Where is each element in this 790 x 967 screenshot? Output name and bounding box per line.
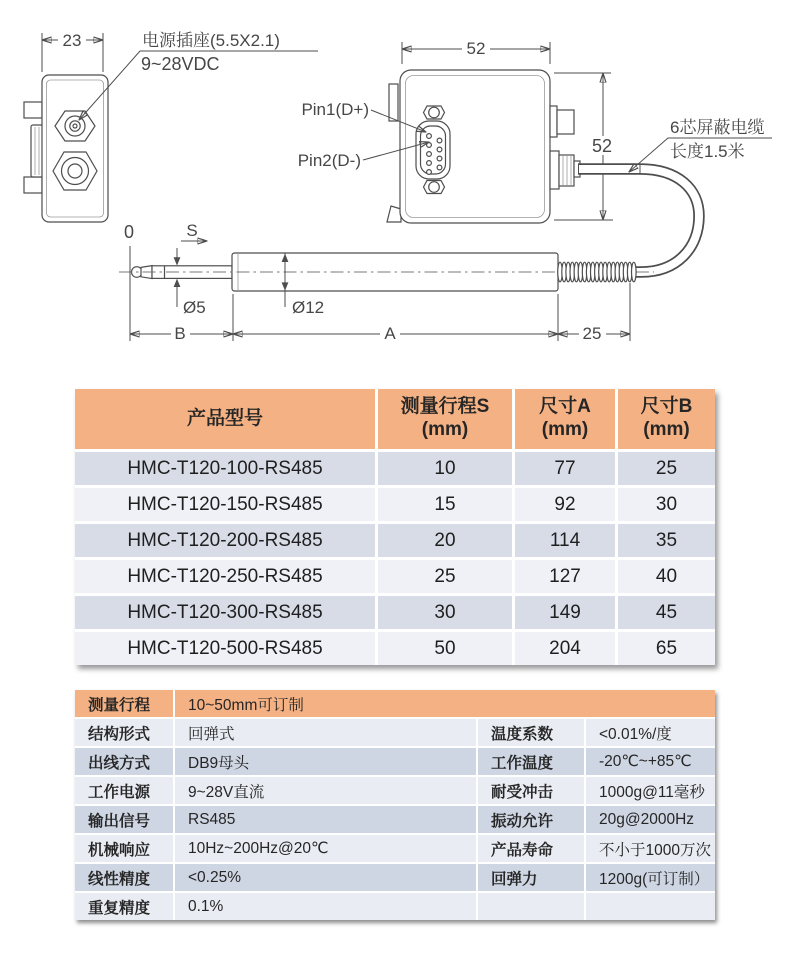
stroke-label: S bbox=[186, 221, 198, 240]
stroke-cell: 10 bbox=[378, 452, 512, 485]
dim-a-cell: 127 bbox=[515, 560, 615, 593]
header-unit: (mm) bbox=[643, 419, 690, 440]
header-unit: (mm) bbox=[421, 419, 469, 440]
spec-label: 工作电源 bbox=[75, 777, 173, 804]
stroke-cell: 50 bbox=[378, 632, 512, 665]
cable-gland bbox=[550, 151, 580, 189]
origin-label: 0 bbox=[123, 222, 135, 242]
dim-b-cell: 65 bbox=[618, 632, 715, 665]
dim-b-cell: 30 bbox=[618, 488, 715, 521]
model-table-header-dim-b bbox=[618, 389, 715, 449]
model-table-header-model bbox=[75, 389, 375, 449]
dim-body-diameter-label: Ø12 bbox=[292, 298, 325, 317]
spec-label: 结构形式 bbox=[75, 719, 173, 746]
dim-a-cell: 77 bbox=[515, 452, 615, 485]
spec-value: 10Hz~200Hz@20℃ bbox=[175, 835, 476, 862]
dim-52-height-label: 52 bbox=[591, 136, 613, 156]
mounting-tab-top bbox=[24, 102, 42, 118]
model-cell: HMC-T120-200-RS485 bbox=[75, 524, 375, 557]
dim-a-cell: 114 bbox=[515, 524, 615, 557]
spec-label: 振动允许 bbox=[478, 806, 584, 833]
dim-a-label: A bbox=[384, 324, 396, 343]
spec-label: 测量行程 bbox=[75, 690, 173, 717]
header-label: 测量行程S bbox=[400, 396, 490, 418]
spec-value: 0.1% bbox=[175, 893, 476, 920]
dim-a-cell: 92 bbox=[515, 488, 615, 521]
spec-label: 产品寿命 bbox=[478, 835, 584, 862]
side-view bbox=[24, 31, 318, 222]
dim-23-label: 23 bbox=[62, 31, 82, 50]
model-table-header-stroke bbox=[378, 389, 512, 449]
spec-table bbox=[75, 690, 715, 920]
header-label: 尺寸A bbox=[539, 396, 591, 418]
technical-drawing bbox=[0, 0, 790, 370]
pin2-label: Pin2(D-) bbox=[297, 151, 361, 170]
model-cell: HMC-T120-150-RS485 bbox=[75, 488, 375, 521]
side-view-body bbox=[42, 75, 108, 222]
spec-label: 机械响应 bbox=[75, 835, 173, 862]
spec-label: 出线方式 bbox=[75, 748, 173, 775]
spec-value: 1000g@11毫秒 bbox=[586, 777, 715, 804]
spec-label: 回弹力 bbox=[478, 864, 584, 891]
front-view bbox=[298, 39, 616, 223]
dimension-52-height bbox=[554, 73, 616, 220]
spec-label: 线性精度 bbox=[75, 864, 173, 891]
spec-value: 10~50mm可订制 bbox=[175, 690, 715, 717]
cable bbox=[578, 164, 699, 278]
stroke-cell: 25 bbox=[378, 560, 512, 593]
dim-b-label: B bbox=[174, 324, 186, 343]
spec-value: <0.25% bbox=[175, 864, 476, 891]
mounting-tab-bottom bbox=[24, 177, 42, 193]
header-label: 产品型号 bbox=[186, 407, 263, 429]
model-table-header-dim-a bbox=[515, 389, 615, 449]
model-table bbox=[75, 389, 715, 665]
dim-b-cell: 25 bbox=[618, 452, 715, 485]
dim-25-label: 25 bbox=[582, 324, 602, 343]
stroke-cell: 15 bbox=[378, 488, 512, 521]
spec-value: 回弹式 bbox=[175, 719, 476, 746]
spec-value: <0.01%/度 bbox=[586, 719, 715, 746]
stroke-cell: 20 bbox=[378, 524, 512, 557]
spec-label: 重复精度 bbox=[75, 893, 173, 920]
mounting-lug-bottom bbox=[387, 206, 401, 222]
stroke-cell: 30 bbox=[378, 596, 512, 629]
db9-side-profile bbox=[31, 125, 43, 177]
pin1-label: Pin1(D+) bbox=[301, 100, 369, 119]
model-cell: HMC-T120-500-RS485 bbox=[75, 632, 375, 665]
dim-b-cell: 45 bbox=[618, 596, 715, 629]
dim-b-cell: 35 bbox=[618, 524, 715, 557]
spec-label: 工作温度 bbox=[478, 748, 584, 775]
header-label: 尺寸B bbox=[640, 396, 693, 418]
dim-a-cell: 149 bbox=[515, 596, 615, 629]
spec-value: DB9母头 bbox=[175, 748, 476, 775]
model-cell: HMC-T120-300-RS485 bbox=[75, 596, 375, 629]
mounting-lug-top bbox=[389, 84, 398, 121]
power-socket-label: 电源插座(5.5X2.1) bbox=[142, 31, 280, 50]
power-jack-side bbox=[550, 106, 557, 137]
strain-relief-spring bbox=[558, 262, 636, 282]
spec-label: 耐受冲击 bbox=[478, 777, 584, 804]
spec-value: 20g@2000Hz bbox=[586, 806, 715, 833]
header-unit: (mm) bbox=[541, 419, 589, 440]
dim-a-cell: 204 bbox=[515, 632, 615, 665]
spec-value: RS485 bbox=[175, 806, 476, 833]
spec-value: 不小于1000万次 bbox=[586, 835, 715, 862]
spec-label bbox=[478, 893, 584, 920]
model-cell: HMC-T120-250-RS485 bbox=[75, 560, 375, 593]
dim-52-width-label: 52 bbox=[466, 39, 486, 58]
power-socket-callout bbox=[79, 31, 318, 120]
cable-note-line2: 长度1.5米 bbox=[670, 142, 745, 161]
spec-value: -20℃~+85℃ bbox=[586, 748, 715, 775]
dimension-23 bbox=[42, 31, 103, 72]
model-cell: HMC-T120-100-RS485 bbox=[75, 452, 375, 485]
spec-label: 温度系数 bbox=[478, 719, 584, 746]
cable-note-line1: 6芯屏蔽电缆 bbox=[670, 118, 765, 137]
power-voltage-label: 9~28VDC bbox=[141, 54, 220, 74]
spec-value: 9~28V直流 bbox=[175, 777, 476, 804]
spec-value bbox=[586, 893, 715, 920]
dimension-tip-diameter bbox=[174, 248, 206, 317]
dim-b-cell: 40 bbox=[618, 560, 715, 593]
dim-tip-diameter-label: Ø5 bbox=[183, 298, 206, 317]
dimension-52-width bbox=[402, 39, 550, 64]
spec-value: 1200g(可订制） bbox=[586, 864, 715, 891]
spec-label: 输出信号 bbox=[75, 806, 173, 833]
